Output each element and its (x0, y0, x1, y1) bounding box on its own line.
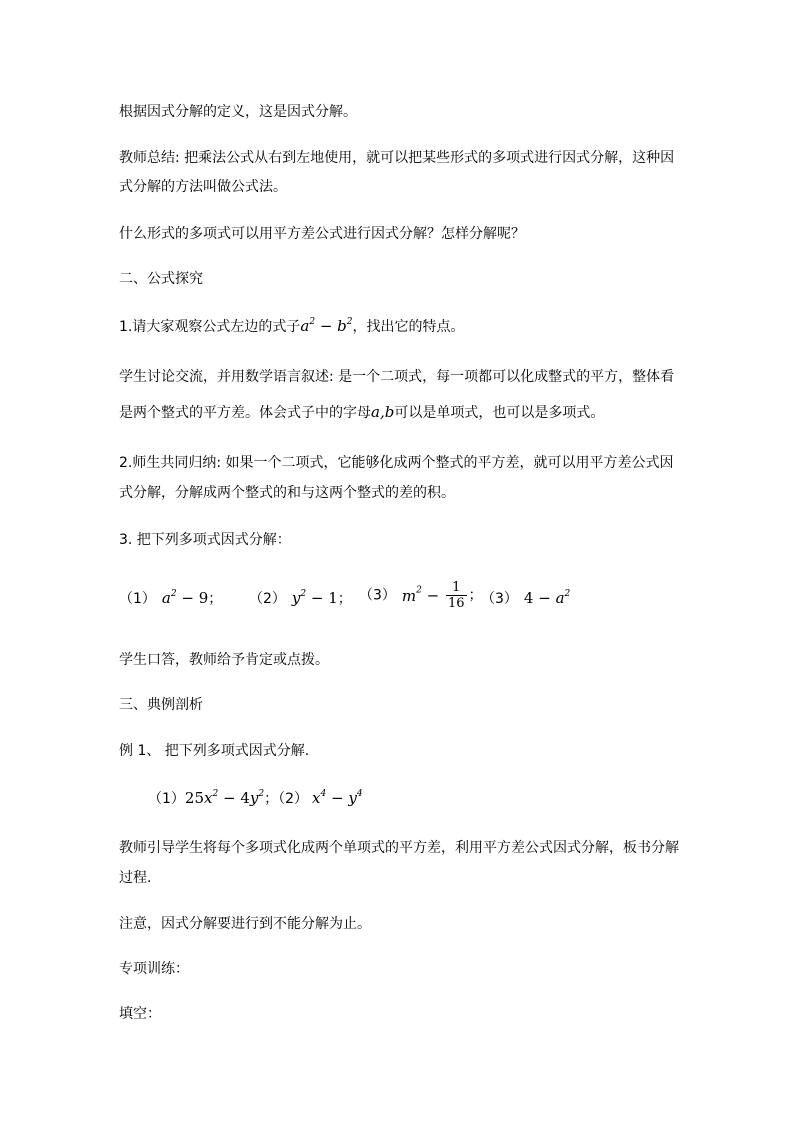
paragraph-teacher-summary-line1: 教师总结: 把乘法公式从右到左地使用，就可以把某些形式的多项式进行因式分解，这种因 (119, 150, 675, 166)
heading-special-training: 专项训练： (119, 961, 189, 977)
section-heading-examples: 三、典例剖析 (119, 697, 203, 713)
paragraph-summary-line2: 式分解，分解成两个整式的和与这两个整式的差的积。 (119, 485, 455, 501)
question-1-prefix: 1.请大家观察公式左边的式子 (119, 319, 301, 335)
example-1-heading: 例 1、 把下列多项式因式分解. (119, 743, 310, 759)
paragraph-teacher-guide-line2: 过程. (119, 870, 152, 886)
paragraph-discussion-line2: 是两个整式的平方差。体会式子中的字母a,b可以是单项式，也可以是多项式。 (119, 403, 605, 421)
problem-2: （2） $y^2 - 1$； (249, 589, 352, 607)
paragraph-question: 什么形式的多项式可以用平方差公式进行因式分解？怎样分解呢？ (119, 226, 525, 242)
exercise-3-heading: 3. 把下列多项式因式分解： (119, 532, 291, 548)
section-heading-formula-explore: 二、公式探究 (119, 271, 203, 287)
example-item-2: （2） $x^4 - y^4$ (278, 789, 363, 807)
question-1 (119, 316, 689, 337)
formula-a-squared-minus-b-squared: $a^2 - b^2$ (300, 317, 353, 335)
variables-a-b: a,b (371, 403, 395, 421)
problem-3: （3） $m^2$ − $\frac{1}{16}$ ； (359, 580, 483, 611)
problem-4: （3） $4 - a^2$ (481, 589, 571, 607)
fraction-one-sixteenth: $\frac{1}{16}$ (448, 580, 465, 611)
example-item-1: $(1)25x^2 - 4y^2$； (148, 789, 279, 807)
paragraph-note: 注意，因式分解要进行到不能分解为止。 (119, 916, 371, 932)
exercise-3-problems (119, 580, 689, 620)
problem-1: （1） $a^2 - 9$； (119, 589, 223, 607)
paragraph-definition: 根据因式分解的定义，这是因式分解。 (119, 104, 357, 120)
paragraph-summary-line1: 2.师生共同归纳: 如果一个二项式，它能够化成两个整式的平方差，就可以用平方差公式因 (119, 455, 674, 471)
question-1-suffix: ，找出它的特点。 (352, 319, 465, 335)
paragraph-discussion-line1: 学生讨论交流，并用数学语言叙述: 是一个二项式，每一项都可以化成整式的平方，整体看 (119, 369, 675, 385)
example-1-items (148, 788, 718, 809)
paragraph-teacher-guide-line1: 教师引导学生将每个多项式化成两个单项式的平方差，利用平方差公式因式分解，板书分解 (119, 840, 679, 856)
paragraph-teacher-summary-line2: 式分解的方法叫做公式法。 (119, 179, 287, 195)
paragraph-student-answer: 学生口答，教师给予肯定或点拨。 (119, 652, 329, 668)
heading-fill-blank: 填空： (119, 1006, 161, 1022)
